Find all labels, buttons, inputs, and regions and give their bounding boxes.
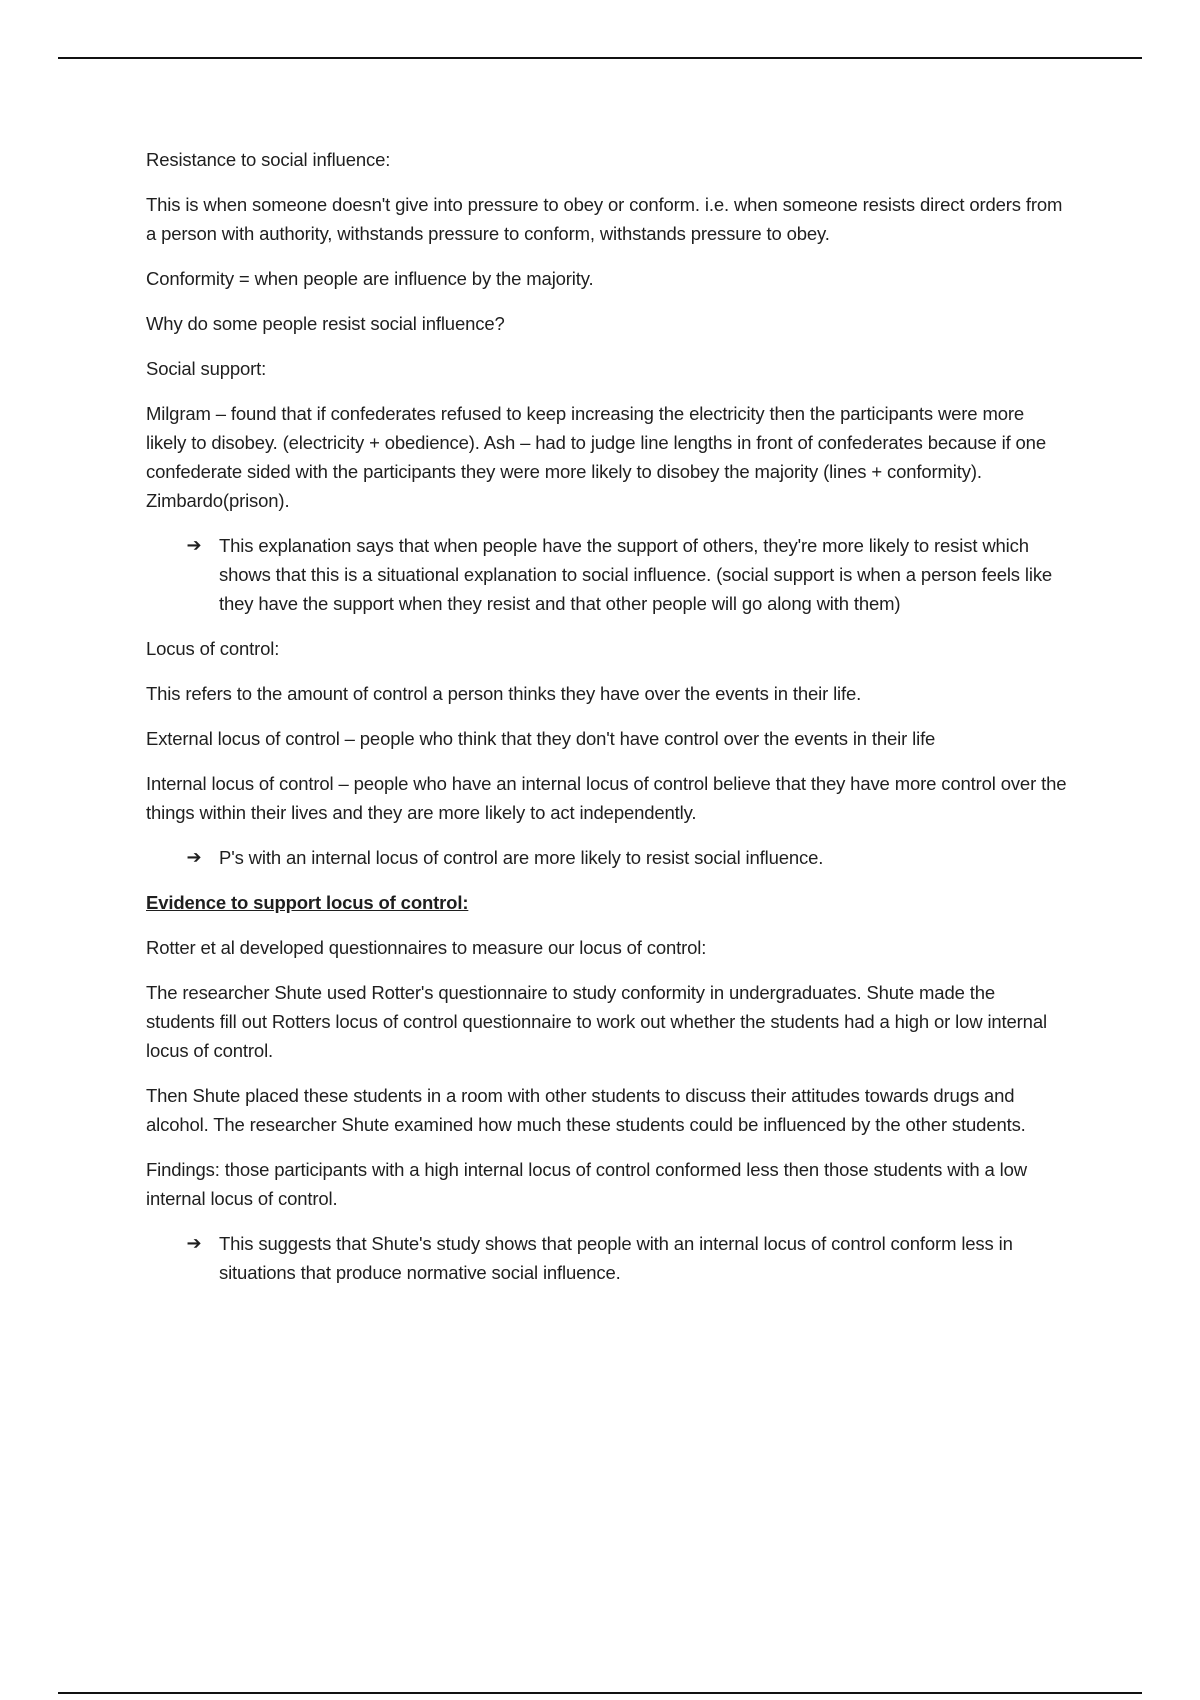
- paragraph-shute-method: The researcher Shute used Rotter's questionnaire to study conformity in undergraduates. Shute made the students fill out Rotters locus of control questionnaire to work out whether the students had a high or low internal locus of control.: [146, 982, 1047, 1061]
- paragraph-internal-locus: Internal locus of control – people who have an internal locus of control believe that they have more control over the things within their lives and they are more likely to act independently.: [146, 773, 1067, 823]
- paragraph-findings: Findings: those participants with a high internal locus of control conformed less then those students with a low internal locus of control.: [146, 1159, 1027, 1209]
- paragraph-rotter: Rotter et al developed questionnaires to measure our locus of control:: [146, 937, 707, 958]
- section-title-locus: Locus of control:: [146, 638, 280, 659]
- arrow-right-icon: ➔: [186, 1233, 202, 1253]
- paragraph-external-locus: External locus of control – people who think that they don't have control over the events in their life: [146, 728, 936, 749]
- section-title-social-support: Social support:: [146, 358, 267, 379]
- bullet-item: [146, 531, 1068, 618]
- bullet-text: This suggests that Shute's study shows that people with an internal locus of control conform less in situations that produce normative social influence.: [219, 1233, 1013, 1283]
- paragraph-locus-definition: This refers to the amount of control a person thinks they have over the events in their life.: [146, 683, 862, 704]
- bullet-text: This explanation says that when people have the support of others, they're more likely to resist which shows that this is a situational explanation to social influence. (social support is when a person feels like they have the support when they resist and that other people will go along with them): [219, 535, 1053, 614]
- footer-rule: [58, 1692, 1142, 1694]
- section-title-resistance: Resistance to social influence:: [146, 149, 391, 170]
- header-rule: [58, 57, 1142, 59]
- bullet-item: [146, 1229, 1068, 1287]
- bullet-item: [146, 843, 1068, 872]
- arrow-right-icon: ➔: [186, 847, 202, 867]
- paragraph-milgram-ash: Milgram – found that if confederates refused to keep increasing the electricity then the participants were more likely to disobey. (electricity + obedience). Ash – had to judge line lengths in front of confederates because if one confederate sided with the participants they were more likely to disobey the majority (lines + conformity). Zimbardo(prison).: [146, 403, 1046, 511]
- arrow-right-icon: ➔: [186, 535, 202, 555]
- paragraph-question: Why do some people resist social influence?: [146, 313, 505, 334]
- document-body: [146, 145, 1068, 1303]
- paragraph-conformity-definition: Conformity = when people are influence by the majority.: [146, 268, 594, 289]
- bullet-text: P's with an internal locus of control are more likely to resist social influence.: [219, 847, 824, 868]
- section-heading-evidence: Evidence to support locus of control:: [146, 892, 469, 913]
- paragraph-shute-procedure: Then Shute placed these students in a room with other students to discuss their attitudes towards drugs and alcohol. The researcher Shute examined how much these students could be influenced by the other students.: [146, 1085, 1026, 1135]
- paragraph-resistance-definition: This is when someone doesn't give into pressure to obey or conform. i.e. when someone resists direct orders from a person with authority, withstands pressure to conform, withstands pressure to obey.: [146, 194, 1063, 244]
